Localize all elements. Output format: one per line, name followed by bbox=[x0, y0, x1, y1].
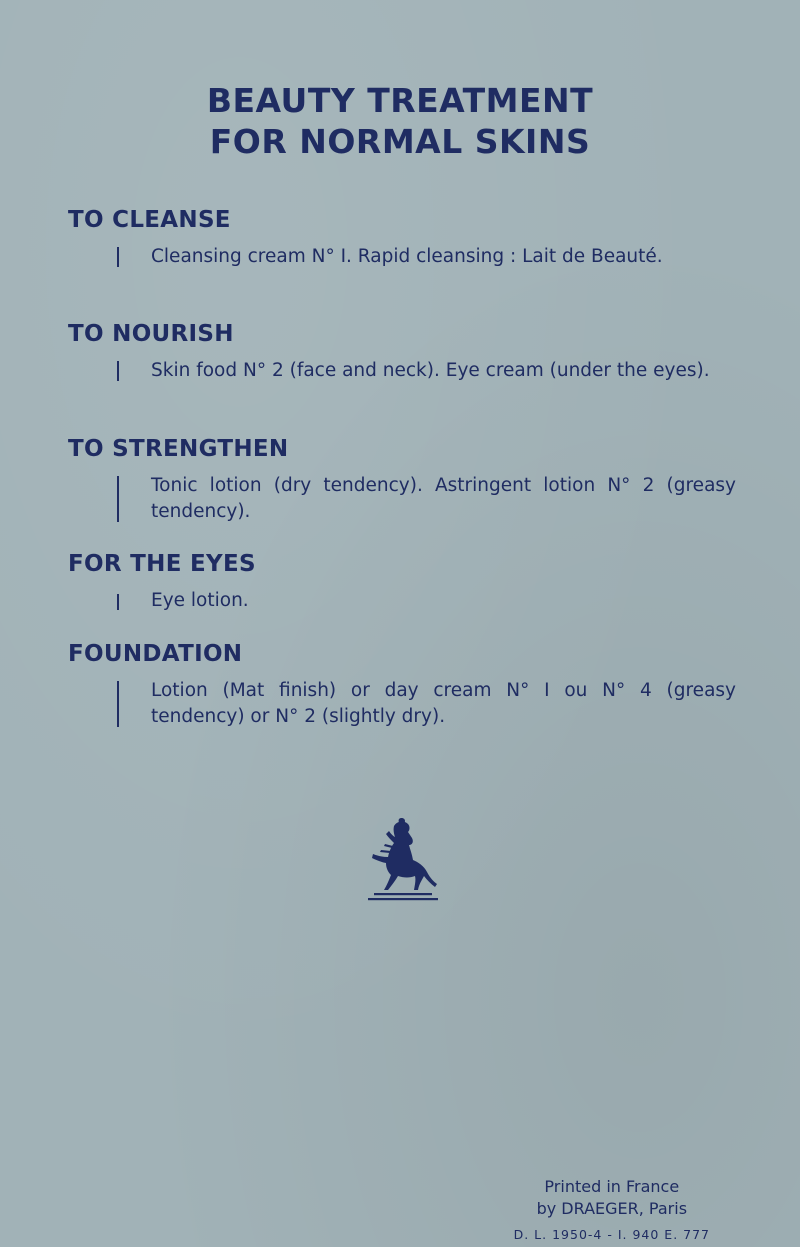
section-body bbox=[68, 588, 736, 614]
section-heading: TO NOURISH bbox=[68, 321, 234, 347]
section-foundation bbox=[68, 640, 736, 730]
printer-imprint bbox=[514, 1176, 710, 1246]
vertical-bar bbox=[117, 681, 119, 727]
rearing-horse-emblem-icon bbox=[364, 818, 442, 904]
section-nourish bbox=[68, 320, 736, 384]
section-heading: FOR THE EYES bbox=[68, 551, 256, 577]
imprint-legal-deposit: D. L. 1950-4 - I. 940 E. 777 bbox=[513, 1227, 710, 1242]
section-body bbox=[68, 358, 736, 384]
section-text: Lotion (Mat finish) or day cream N° I ou N° 4 (greasy tendency) or N° 2 (slightly dry). bbox=[151, 680, 736, 727]
title-line-2: FOR NORMAL SKINS bbox=[209, 122, 591, 161]
section-heading: TO CLEANSE bbox=[68, 207, 231, 233]
section-text: Skin food N° 2 (face and neck). Eye cream (under the eyes). bbox=[151, 360, 710, 381]
section-text: Tonic lotion (dry tendency). Astringent lotion N° 2 (greasy tendency). bbox=[151, 475, 736, 522]
imprint-line-1: Printed in France bbox=[544, 1177, 680, 1196]
section-eyes bbox=[68, 550, 736, 614]
vertical-bar bbox=[117, 476, 119, 522]
section-heading: FOUNDATION bbox=[68, 641, 243, 667]
imprint-line-2: by DRAEGER, Paris bbox=[536, 1199, 688, 1218]
section-cleanse bbox=[68, 206, 736, 270]
section-body bbox=[68, 678, 736, 730]
section-text: Cleansing cream N° I. Rapid cleansing : Lait de Beauté. bbox=[151, 246, 663, 267]
vertical-bar bbox=[117, 247, 119, 267]
vertical-bar bbox=[117, 361, 119, 381]
section-heading: TO STRENGTHEN bbox=[68, 436, 289, 462]
title-line-1: BEAUTY TREATMENT bbox=[206, 81, 594, 120]
section-body bbox=[68, 473, 736, 525]
page-title bbox=[0, 80, 800, 162]
section-text: Eye lotion. bbox=[151, 590, 249, 611]
section-strengthen bbox=[68, 435, 736, 525]
section-body bbox=[68, 244, 736, 270]
vertical-bar bbox=[117, 594, 119, 610]
